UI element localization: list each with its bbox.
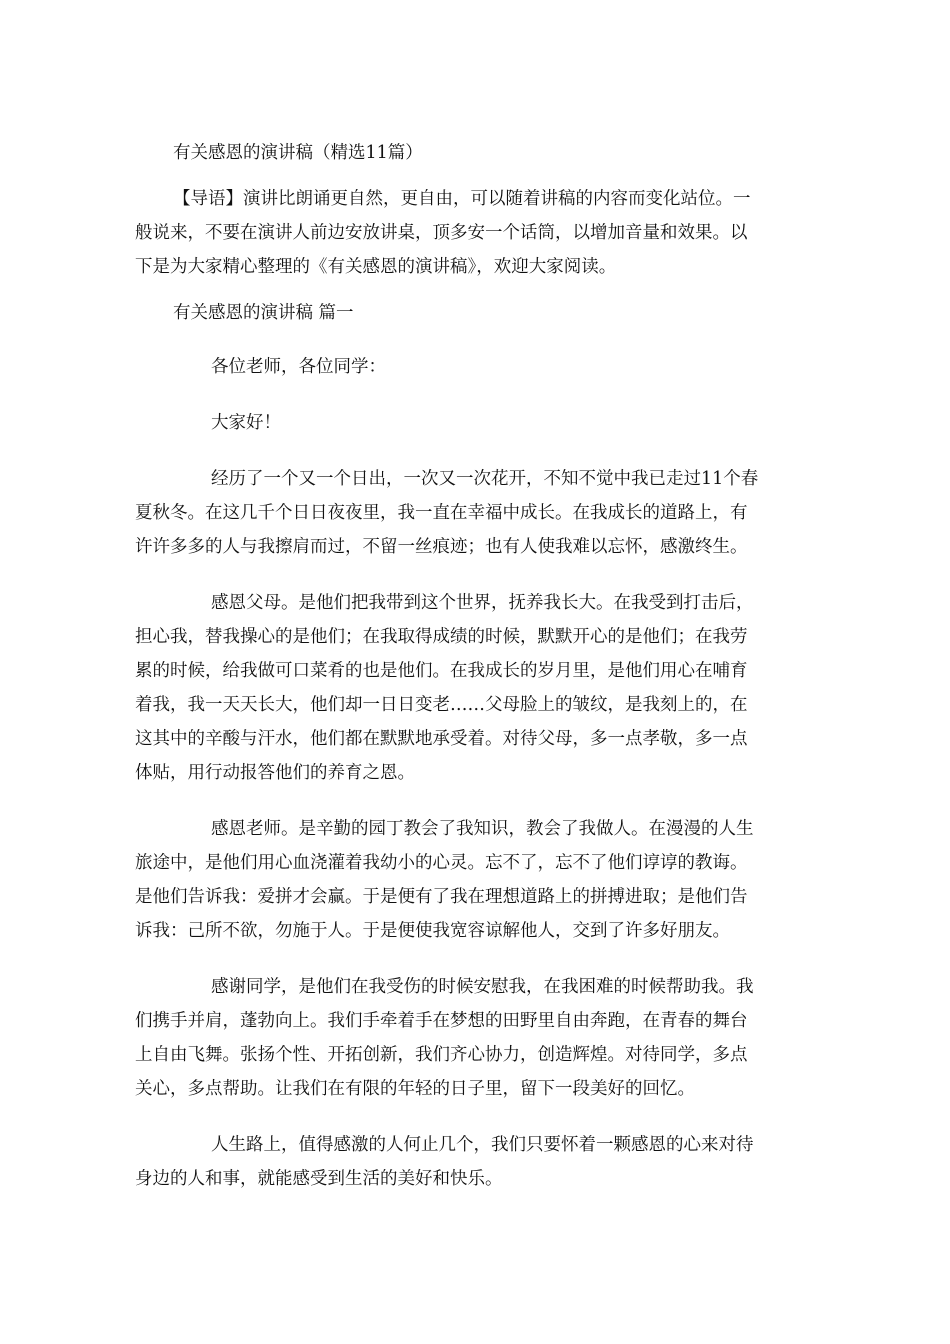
paragraph: [135, 1128, 815, 1196]
paragraph: [135, 970, 815, 1106]
intro-line: 下是为大家精心整理的《有关感恩的演讲稿》，欢迎大家阅读。: [135, 257, 617, 277]
section-title: 有关感恩的演讲稿 篇一: [173, 303, 354, 323]
paragraph-line: 人生路上，值得感激的人何止几个，我们只要怀着一颗感恩的心来对待: [211, 1135, 754, 1155]
paragraph-line: 诉我：己所不欲，勿施于人。于是便使我宽容谅解他人，交到了许多好朋友。: [135, 921, 730, 941]
paragraph-line: 夏秋冬。在这几千个日日夜夜里，我一直在幸福中成长。在我成长的道路上，有: [135, 503, 748, 523]
intro-paragraph: [135, 182, 815, 284]
paragraph-line: 许许多多的人与我擦肩而过，不留一丝痕迹；也有人使我难以忘怀，感激终生。: [135, 537, 748, 557]
intro-line: 【导语】演讲比朗诵更自然，更自由，可以随着讲稿的内容而变化站位。一: [173, 189, 751, 209]
paragraph: [135, 586, 815, 790]
paragraph-line: 是他们告诉我：爱拼才会赢。于是便有了我在理想道路上的拼搏进取；是他们告: [135, 887, 748, 907]
greeting: 大家好！: [211, 413, 281, 433]
document-title: 有关感恩的演讲稿（精选11篇）: [173, 143, 423, 163]
paragraph: [135, 812, 815, 948]
paragraph-line: 累的时候，给我做可口菜肴的也是他们。在我成长的岁月里，是他们用心在哺育: [135, 661, 748, 681]
paragraph-line: 经历了一个又一个日出，一次又一次花开，不知不觉中我已走过11个春: [211, 469, 759, 489]
paragraph-line: 这其中的辛酸与汗水，他们都在默默地承受着。对待父母，多一点孝敬，多一点: [135, 729, 748, 749]
intro-line: 般说来，不要在演讲人前边安放讲桌，顶多安一个话筒，以增加音量和效果。以: [135, 223, 748, 243]
paragraph-line: 旅途中，是他们用心血浇灌着我幼小的心灵。忘不了，忘不了他们谆谆的教诲。: [135, 853, 748, 873]
paragraph-line: 感恩老师。是辛勤的园丁教会了我知识，教会了我做人。在漫漫的人生: [211, 819, 754, 839]
paragraph-line: 上自由飞舞。张扬个性、开拓创新，我们齐心协力，创造辉煌。对待同学，多点: [135, 1045, 748, 1065]
paragraph-line: 感谢同学，是他们在我受伤的时候安慰我，在我困难的时候帮助我。我: [211, 977, 754, 997]
paragraph-line: 感恩父母。是他们把我带到这个世界，抚养我长大。在我受到打击后，: [211, 593, 754, 613]
paragraph-line: 体贴，用行动报答他们的养育之恩。: [135, 763, 415, 783]
document-body: [135, 136, 815, 1218]
paragraph-line: 身边的人和事，就能感受到生活的美好和快乐。: [135, 1169, 503, 1189]
paragraph-line: 着我，我一天天长大，他们却一日日变老……父母脸上的皱纹，是我刻上的，在: [135, 695, 748, 715]
paragraph-line: 关心，多点帮助。让我们在有限的年轻的日子里，留下一段美好的回忆。: [135, 1079, 695, 1099]
paragraph-line: 们携手并肩，蓬勃向上。我们手牵着手在梦想的田野里自由奔跑，在青春的舞台: [135, 1011, 748, 1031]
paragraph-line: 担心我，替我操心的是他们；在我取得成绩的时候，默默开心的是他们；在我劳: [135, 627, 748, 647]
salutation: 各位老师，各位同学：: [211, 357, 386, 377]
paragraph: [135, 462, 815, 564]
